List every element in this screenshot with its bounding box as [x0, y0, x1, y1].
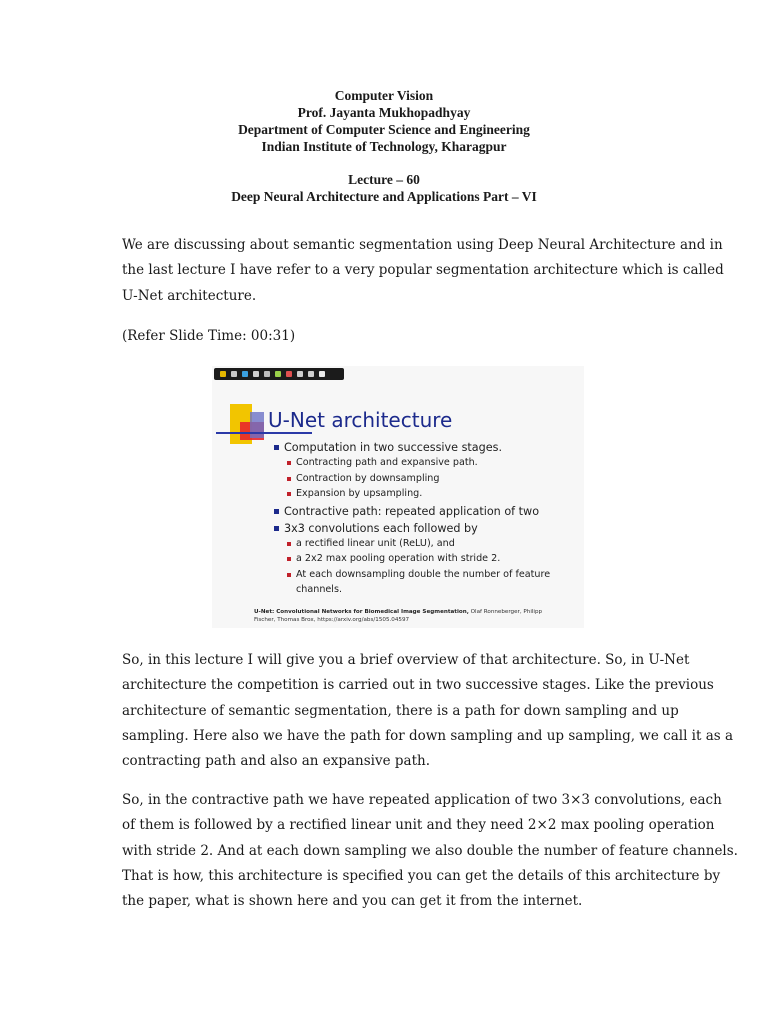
slide-title: U-Net architecture — [268, 408, 453, 432]
citation-link: Fischer, Thomas Brox, https://arxiv.org/abs/1505.04597 — [254, 617, 410, 623]
text-line: of them is followed by a rectified linear unit and they need 2×2 max pooling operation — [122, 817, 715, 834]
text-line: the last lecture I have refer to a very popular segmentation architecture which is called — [122, 262, 724, 279]
slide-logo-underline — [216, 432, 312, 434]
slide-bullet-list — [274, 438, 574, 598]
lecture-number: Lecture – 60 — [348, 172, 420, 187]
highlighter-icon — [242, 371, 248, 377]
slide-logo-blue — [250, 412, 264, 438]
undo-icon — [297, 371, 303, 377]
slide-citation — [254, 608, 574, 624]
slide-sub-bullet-continuation: channels. — [296, 584, 343, 595]
professor-name: Prof. Jayanta Mukhopadhyay — [297, 105, 471, 120]
text-line: So, in this lecture I will give you a brief overview of that architecture. So, in U-Net — [122, 652, 690, 668]
citation-authors: Olaf Ronneberger, Philipp — [468, 609, 543, 615]
clear-icon — [319, 371, 325, 377]
slide-bullet: Contractive path: repeated application of two — [274, 504, 574, 519]
department-name: Department of Computer Science and Engineering — [238, 122, 530, 137]
institute-name: Indian Institute of Technology, Kharagpur — [261, 139, 507, 154]
slide-bullet-continuation-text: 3x3 convolutions each followed by — [284, 521, 478, 535]
lecture-title: Deep Neural Architecture and Applications Part – VI — [231, 189, 537, 204]
slide-sub-bullet: a rectified linear unit (ReLU), and — [274, 536, 574, 552]
text-line: architecture the competition is carried out in two successive stages. Like the previous — [122, 677, 714, 694]
pen-icon — [220, 371, 226, 377]
overview-paragraph — [122, 648, 734, 774]
slide-toolbar — [214, 368, 344, 380]
contractive-path-paragraph — [122, 788, 738, 914]
text-line: We are discussing about semantic segmentation using Deep Neural Architecture and in — [122, 237, 723, 253]
text-line: the paper, what is shown here and you can get it from the internet. — [122, 893, 583, 910]
text-icon — [264, 371, 270, 377]
text-line: That is how, this architecture is specified you can get the details of this architecture by — [122, 867, 721, 884]
citation-title: U-Net: Convolutional Networks for Biomedical Image Segmentation, — [254, 609, 469, 615]
marker-icon — [275, 371, 281, 377]
text-line: So, in the contractive path we have repeated application of two 3×3 convolutions, each — [122, 792, 722, 808]
text-line: contracting path and also an expansive path. — [122, 753, 431, 770]
text-line: with stride 2. And at each down sampling we also double the number of feature channels. — [122, 842, 738, 859]
text-line: sampling. Here also we have the path for down sampling and up sampling, we call it as a — [122, 727, 734, 744]
slide-reference — [122, 324, 676, 349]
course-title: Computer Vision — [334, 88, 434, 103]
shape-icon — [286, 371, 292, 377]
intro-paragraph — [122, 233, 724, 309]
redo-icon — [308, 371, 314, 377]
slide-sub-bullet: Contraction by downsampling — [274, 471, 574, 487]
pointer-icon — [231, 371, 237, 377]
text-line: U-Net architecture. — [122, 287, 257, 304]
slide-sub-bullet: Expansion by upsampling. — [274, 486, 574, 502]
eraser-icon — [253, 371, 259, 377]
slide-time-label: (Refer Slide Time: 00:31) — [122, 328, 296, 344]
slide-sub-bullet: Contracting path and expansive path. — [274, 455, 574, 471]
slide-bullet: Computation in two successive stages. — [274, 440, 574, 455]
slide-bullet-continuation — [274, 521, 574, 536]
slide-sub-bullet: a 2x2 max pooling operation with stride 2. — [274, 551, 574, 567]
slide-image — [212, 366, 584, 628]
slide-sub-bullet: At each downsampling double the number of feature — [274, 567, 574, 583]
text-line: architecture of semantic segmentation, there is a path for down sampling and up — [122, 702, 679, 719]
